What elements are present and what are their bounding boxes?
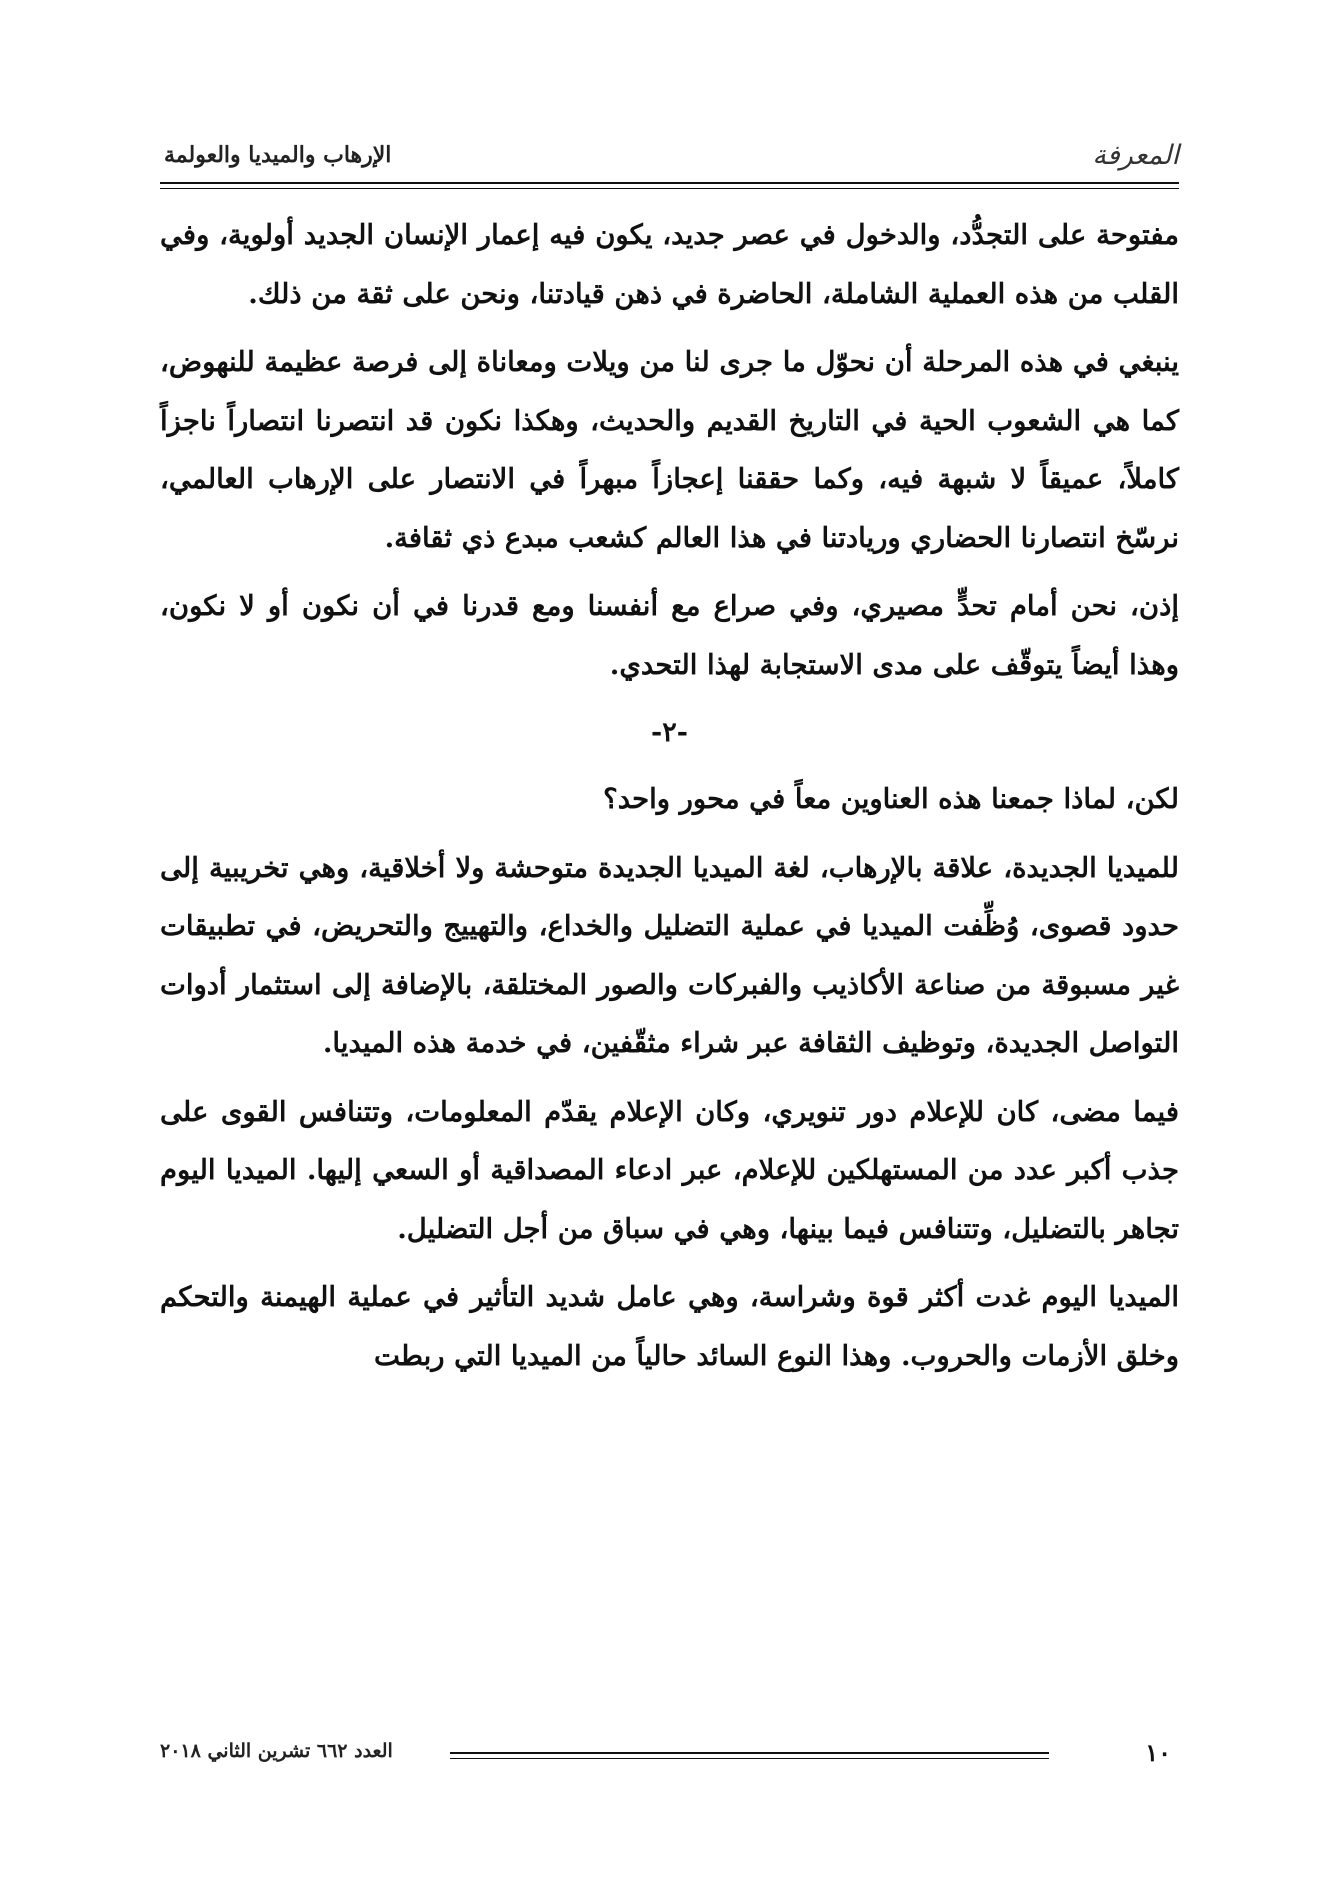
paragraph-7: الميديا اليوم غدت أكثر قوة وشراسة، وهي عامل شديد التأثير في عملية الهيمنة والتحكم وخلق الأزمات والحروب. وهذا النوع السائد حالياً من الميديا التي ربطت <box>160 1281 1179 1372</box>
running-title: الإرهاب والميديا والعولمة <box>164 142 392 168</box>
journal-logo: المعرفة <box>1092 140 1179 171</box>
paragraph-1: مفتوحة على التجدُّد، والدخول في عصر جديد، يكون فيه إعمار الإنسان الجديد أولوية، وفي القلب من هذه العملية الشاملة، الحاضرة في ذهن قيادتنا، ونحن على ثقة من ذلك. <box>160 219 1179 310</box>
paragraph-4: لكن، لماذا جمعنا هذه العناوين معاً في محور واحد؟ <box>603 783 1179 815</box>
paragraph-5: للميديا الجديدة، علاقة بالإرهاب، لغة الميديا الجديدة متوحشة ولا أخلاقية، وهي تخريبية إلى حدود قصوى، وُظِّفت الميديا في عملية التضليل والخداع، والتهييج والتحريض، في تطبيقات غير مسبوقة من صناعة الأكاذيب والفبركات والصور المختلقة، بالإضافة إلى استثمار أدوات التواصل الجديدة، وتوظيف الثقافة عبر شراء مثقّفين، في خدمة هذه الميديا. <box>160 851 1179 1059</box>
header-rule-thin <box>160 188 1179 189</box>
section-number: -٢- <box>651 717 688 748</box>
header-rule <box>160 182 1179 184</box>
paragraph-6: فيما مضى، كان للإعلام دور تنويري، وكان الإعلام يقدّم المعلومات، وتتنافس القوى على جذب أكبر عدد من المستهلكين للإعلام، عبر ادعاء المصداقية أو السعي إليها. الميديا اليوم تجاهر بالتضليل، وتتنافس فيما بينها، وهي في سباق من أجل التضليل. <box>160 1095 1179 1245</box>
page-number: ١٠ <box>1145 1738 1171 1767</box>
footer-rule-thin <box>450 1758 1049 1759</box>
article-body <box>160 206 1179 1395</box>
footer-rule <box>450 1752 1049 1754</box>
page-footer <box>160 1738 1179 1778</box>
issue-info: العدد ٦٦٢ تشرين الثاني ٢٠١٨ <box>160 1740 393 1762</box>
paragraph-2: ينبغي في هذه المرحلة أن نحوّل ما جرى لنا من ويلات ومعاناة إلى فرصة عظيمة للنهوض، كما هي الشعوب الحية في التاريخ القديم والحديث، وهكذا نكون قد انتصرنا انتصاراً ناجزاً كاملاً، عميقاً لا شبهة فيه، وكما حققنا إعجازاً مبهراً في الانتصار على الإرهاب العالمي، نرسّخ انتصارنا الحضاري وريادتنا في هذا العالم كشعب مبدع ذي ثقافة. <box>160 346 1179 554</box>
page-header <box>160 136 1179 180</box>
paragraph-3: إذن، نحن أمام تحدٍّ مصيري، وفي صراع مع أنفسنا ومع قدرنا في أن نكون أو لا نكون، وهذا أيضاً يتوقّف على مدى الاستجابة لهذا التحدي. <box>160 590 1179 681</box>
